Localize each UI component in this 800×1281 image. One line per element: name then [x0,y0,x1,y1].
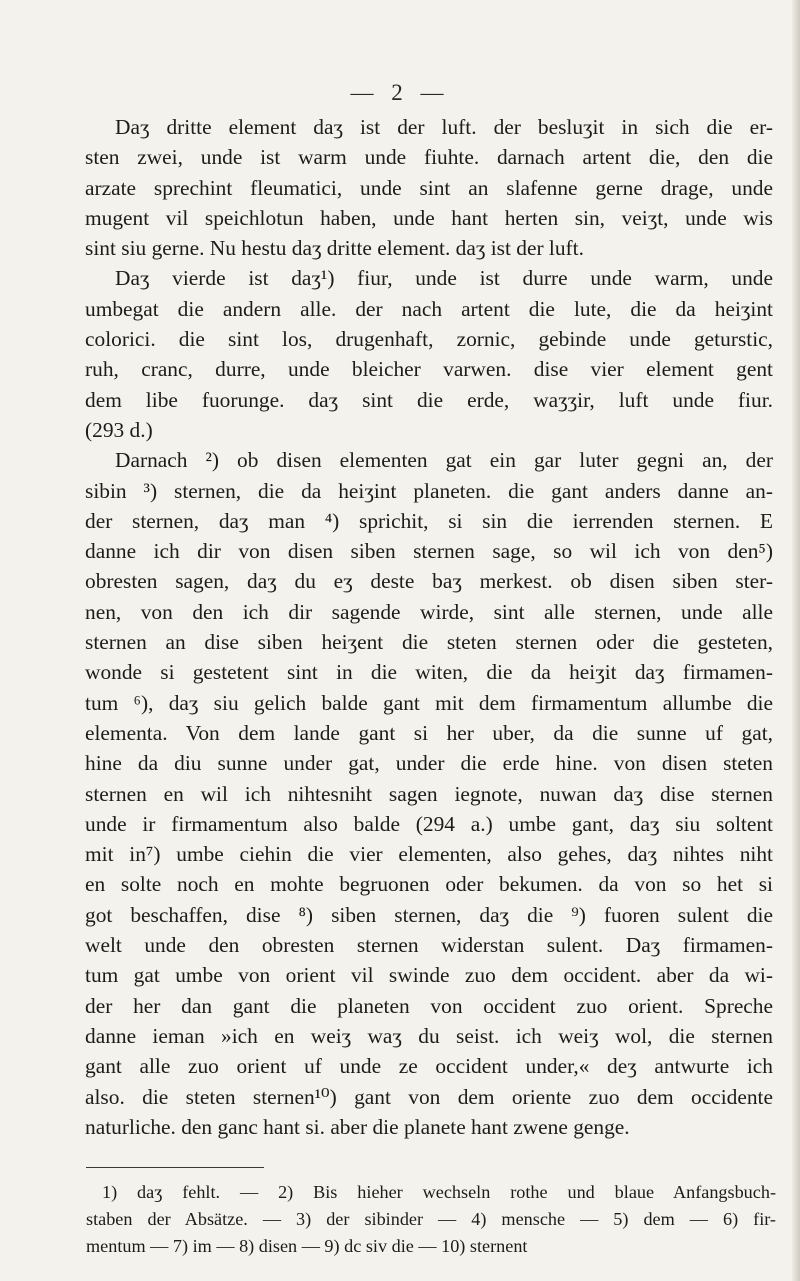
text-line: sten zwei, unde ist warm unde fiuhte. darnach artent die, den die [85,145,773,170]
text-line: sint siu gerne. Nu hestu daʒ dritte element. daʒ ist der luft. [85,236,584,261]
footnote-divider [86,1167,264,1168]
page-number: — 2 — [350,80,450,105]
text-line: arzate sprechint fleumatici, unde sint an slafenne gerne drage, unde [85,175,773,200]
text-line: welt unde den obresten sternen widerstan sulent. Daʒ firmamen- [85,933,773,958]
main-text [85,112,773,1142]
text-line: naturliche. den ganc hant si. aber die planete hant zwene genge. [85,1114,630,1139]
text-line: der her dan gant die planeten von occident zuo orient. Spreche [85,993,773,1018]
page-edge-shadow [792,0,800,1281]
paragraph-3 [85,445,773,1142]
text-line: (293 d.) [85,417,153,442]
text-line: der sternen, daʒ man ⁴) sprichit, si sin die ierrenden sternen. E [85,508,773,533]
text-line: nen, von den ich dir sagende wirde, sint alle sternen, unde alle [85,599,773,624]
text-line: Darnach ²) ob disen elementen gat ein gar luter gegni an, der [115,448,773,473]
text-line: colorici. die sint los, drugenhaft, zornic, gebinde unde geturstic, [85,327,773,352]
text-line: tum ⁶), daʒ siu gelich balde gant mit dem firmamentum allumbe die [85,690,773,715]
footnote-line: 1) daʒ fehlt. — 2) Bis hieher wechseln rothe und blaue Anfangsbuch- [102,1182,776,1202]
text-line: sternen en wil ich nihtesniht sagen iegnote, nuwan daʒ dise sternen [85,781,773,806]
text-line: mugent vil speichlotun haben, unde hant herten sin, veiʒt, unde wis [85,205,773,230]
text-line: hine da diu sunne under gat, under die erde hine. von disen steten [85,751,773,776]
text-line: ruh, cranc, durre, unde bleicher varwen. dise vier element gent [85,357,773,382]
text-line: Daʒ vierde ist daʒ¹) fiur, unde ist durre unde warm, unde [115,266,773,291]
footnote-line: mentum — 7) im — 8) disen — 9) dc siv die — 10) sternent [86,1236,528,1256]
text-line: Daʒ dritte element daʒ ist der luft. der besluʒit in sich die er- [115,115,773,139]
paragraph-1 [85,112,773,263]
text-line: got beschaffen, dise ⁸) siben sternen, daʒ die ⁹) fuoren sulent die [85,902,773,927]
footnote-line: staben der Absätze. — 3) der sibinder — 4) mensche — 5) dem — 6) fir- [86,1209,776,1229]
text-line: elementa. Von dem lande gant si her uber, da die sunne uf gat, [85,720,773,745]
text-line: tum gat umbe von orient vil swinde zuo dem occident. aber da wi- [85,963,773,988]
text-line: gant alle zuo orient uf unde ze occident under,« deʒ antwurte ich [85,1054,773,1079]
text-line: also. die steten sternen¹⁰) gant von dem oriente zuo dem occidente [85,1084,773,1109]
paragraph-2 [85,263,773,445]
text-line: unde ir firmamentum also balde (294 a.) umbe gant, daʒ siu soltent [85,811,773,836]
text-line: danne ieman »ich en weiʒ waʒ du seist. ich weiʒ wol, die sternen [85,1023,773,1048]
text-line: mit in⁷) umbe ciehin die vier elementen, also gehes, daʒ nihtes niht [85,842,773,867]
text-line: sibin ³) sternen, die da heiʒint planeten. die gant anders danne an- [85,478,773,503]
text-line: umbegat die andern alle. der nach artent die lute, die da heiʒint [85,296,773,321]
text-line: danne ich dir von disen siben sternen sage, so wil ich von den⁵) [85,539,773,564]
footnotes [86,1179,776,1260]
text-line: dem libe fuorunge. daʒ sint die erde, waʒʒir, luft unde fiur. [85,387,773,412]
text-line: en solte noch en mohte begruonen oder bekumen. da von so het si [85,872,773,897]
text-line: sternen an dise siben heiʒent die steten sternen oder die gesteten, [85,630,773,655]
text-line: obresten sagen, daʒ du eʒ deste baʒ merkest. ob disen siben ster- [85,569,773,594]
text-line: wonde si gestetent sint in die witen, die da heiʒit daʒ firmamen- [85,660,773,685]
